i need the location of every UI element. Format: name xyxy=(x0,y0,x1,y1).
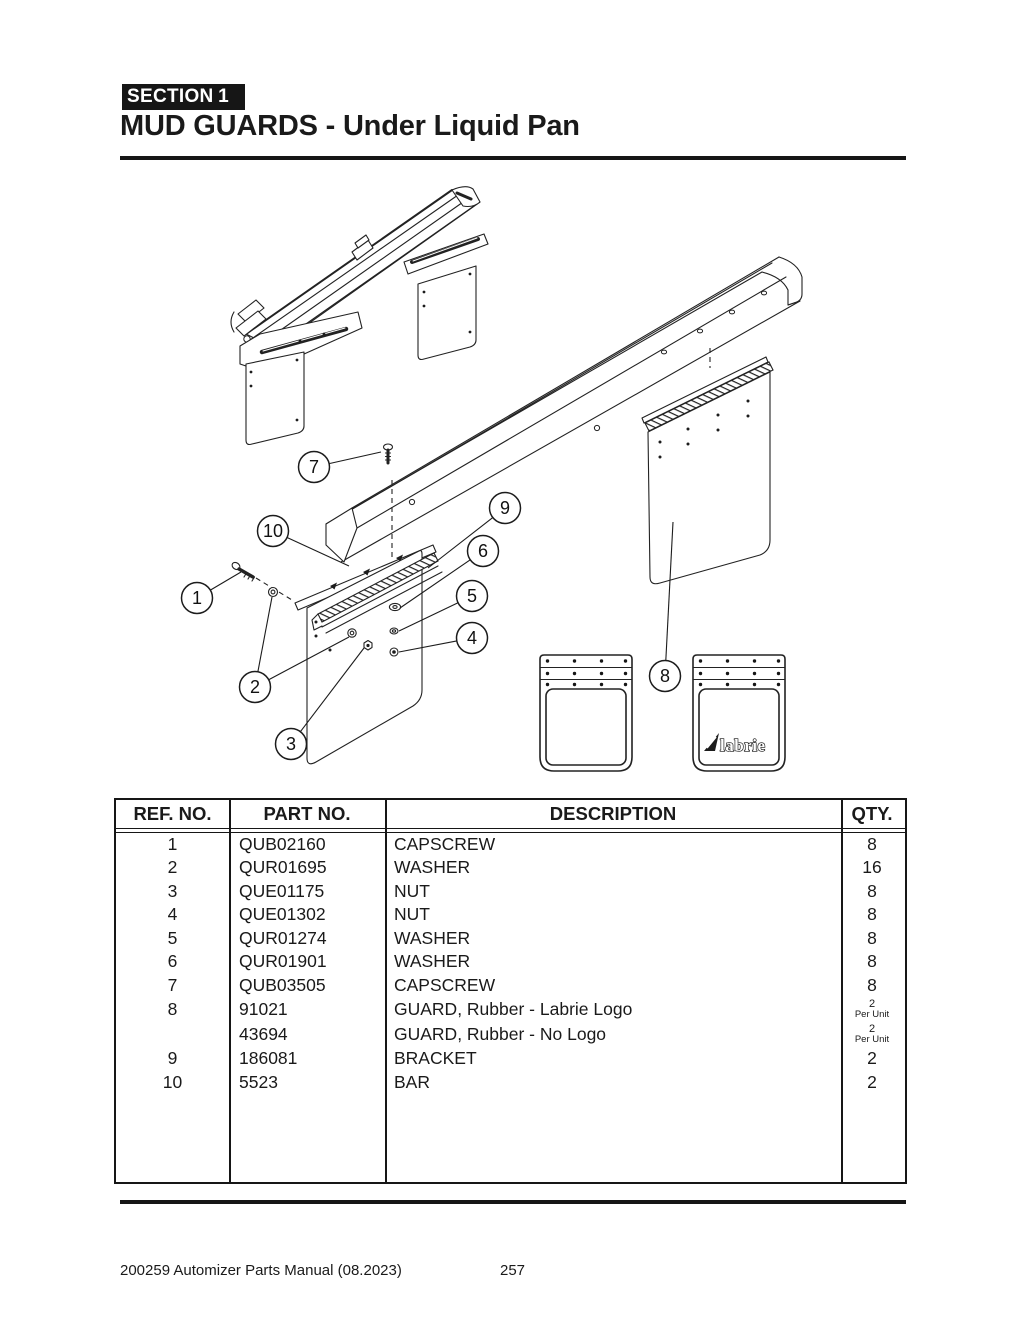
labrie-logo-text: labrie xyxy=(720,736,766,755)
cell-part-no: QUB02160 xyxy=(239,833,326,854)
washer-2a-drawing xyxy=(269,588,278,597)
header-qty: QTY. xyxy=(851,803,893,824)
table-row xyxy=(116,927,905,951)
column-divider xyxy=(385,800,387,1182)
header-description: DESCRIPTION xyxy=(549,803,677,824)
table-row xyxy=(116,1071,905,1095)
cell-part-no: QUE01302 xyxy=(239,904,326,925)
guard-bolt-hole xyxy=(726,672,729,675)
right-flap-drawing xyxy=(642,348,773,584)
cell-description: BAR xyxy=(394,1071,430,1092)
guard-bolt-hole xyxy=(600,683,603,686)
table-row xyxy=(116,1047,905,1071)
guard-bolt-hole xyxy=(753,683,756,686)
guard-bolt-hole xyxy=(699,683,702,686)
guard-bolt-hole xyxy=(624,683,627,686)
cell-qty: 2 xyxy=(867,1048,877,1069)
cell-part-no: 186081 xyxy=(239,1048,298,1069)
guard-bolt-hole xyxy=(777,672,780,675)
cell-description: NUT xyxy=(394,880,430,901)
cell-description: CAPSCREW xyxy=(394,974,496,995)
cell-part-no: QUB03505 xyxy=(239,974,326,995)
cell-part-no: 5523 xyxy=(239,1071,278,1092)
cell-ref-no: 6 xyxy=(167,951,178,972)
washer-2b-drawing xyxy=(348,629,356,637)
cell-qty: 8 xyxy=(867,974,877,995)
guard-bolt-hole xyxy=(699,672,702,675)
table-row xyxy=(116,880,905,904)
callout-leader-2 xyxy=(258,597,272,672)
table-header-row xyxy=(116,800,905,829)
guard-labrie-logo-drawing xyxy=(693,655,785,771)
callout-number-4: 4 xyxy=(466,628,478,649)
guard-bolt-hole xyxy=(726,659,729,662)
cell-qty: 2 Per Unit xyxy=(854,998,890,1020)
cell-ref-no: 2 xyxy=(167,857,178,878)
cell-part-no: QUR01901 xyxy=(239,951,327,972)
cell-description: BRACKET xyxy=(394,1048,477,1069)
cell-ref-no: 7 xyxy=(167,974,178,995)
guard-bolt-hole xyxy=(573,683,576,686)
installed-assembly-drawing xyxy=(231,187,488,445)
table-row xyxy=(116,903,905,927)
cell-qty: 8 xyxy=(867,951,877,972)
table-row xyxy=(116,833,905,857)
guard-bolt-hole xyxy=(726,683,729,686)
guard-bolt-hole xyxy=(699,659,702,662)
guard-bolt-hole xyxy=(573,659,576,662)
exploded-flap-assembly-drawing xyxy=(231,444,442,764)
callout-number-5: 5 xyxy=(466,586,478,607)
cell-qty: 8 xyxy=(867,833,877,854)
callout-leader-1 xyxy=(210,572,241,590)
cell-ref-no: 9 xyxy=(167,1048,178,1069)
callout-number-9: 9 xyxy=(499,498,511,519)
callout-number-6: 6 xyxy=(477,541,489,562)
washer-5-drawing xyxy=(390,628,398,634)
table-row xyxy=(116,950,905,974)
guard-bolt-hole xyxy=(546,683,549,686)
guard-bolt-hole xyxy=(777,683,780,686)
cell-qty: 2 Per Unit xyxy=(854,1023,890,1045)
callout-number-2: 2 xyxy=(249,677,261,698)
footer-page-number: 257 xyxy=(500,1262,526,1279)
footer-divider xyxy=(120,1200,906,1204)
callout-number-10: 10 xyxy=(262,521,284,542)
guard-bolt-hole xyxy=(573,672,576,675)
cell-ref-no: 5 xyxy=(167,927,178,948)
cell-ref-no: 10 xyxy=(162,1071,183,1092)
section-number: 1 xyxy=(218,86,229,107)
cell-qty: 16 xyxy=(862,857,882,878)
cell-ref-no: 8 xyxy=(167,999,178,1019)
callout-leader-7 xyxy=(329,452,381,464)
table-row xyxy=(116,1022,905,1047)
cell-description: WASHER xyxy=(394,857,471,878)
cell-description: WASHER xyxy=(394,927,471,948)
callout-number-3: 3 xyxy=(285,734,297,755)
guard-bolt-hole xyxy=(546,659,549,662)
cell-qty: 8 xyxy=(867,904,877,925)
cell-qty: 8 xyxy=(867,880,877,901)
column-divider xyxy=(229,800,231,1182)
callout-number-7: 7 xyxy=(308,457,320,478)
page-title: MUD GUARDS - Under Liquid Pan xyxy=(120,110,580,142)
guard-bolt-hole xyxy=(624,659,627,662)
cell-part-no: 91021 xyxy=(239,999,288,1019)
section-badge-label: SECTION xyxy=(127,86,214,107)
cell-part-no: QUE01175 xyxy=(239,880,325,901)
cell-description: WASHER xyxy=(394,951,471,972)
callout-number-8: 8 xyxy=(659,666,671,687)
cell-ref-no: 1 xyxy=(167,833,178,854)
nut-3-drawing xyxy=(364,641,372,651)
guard-bolt-hole xyxy=(753,659,756,662)
capscrew-7-drawing xyxy=(384,444,393,463)
capscrew-1-drawing xyxy=(231,561,255,581)
guard-bolt-hole xyxy=(600,659,603,662)
nut-4-drawing xyxy=(390,648,398,656)
parts-table xyxy=(114,798,907,1184)
footer-manual-info: 200259 Automizer Parts Manual (08.2023) xyxy=(120,1262,402,1279)
cell-part-no: QUR01274 xyxy=(239,927,327,948)
table-row xyxy=(116,856,905,880)
table-row xyxy=(116,997,905,1022)
guard-bolt-hole xyxy=(600,672,603,675)
table-row xyxy=(116,974,905,998)
guard-bolt-hole xyxy=(753,672,756,675)
cell-qty: 2 xyxy=(867,1071,877,1092)
cell-ref-no: 4 xyxy=(167,904,178,925)
cell-description: GUARD, Rubber - No Logo xyxy=(394,1024,607,1044)
guard-no-logo-drawing xyxy=(540,655,632,771)
cell-part-no: 43694 xyxy=(239,1024,288,1044)
cell-description: GUARD, Rubber - Labrie Logo xyxy=(394,999,633,1019)
guard-bolt-hole xyxy=(546,672,549,675)
callout-number-1: 1 xyxy=(191,588,203,609)
table-rows xyxy=(116,833,905,1095)
cell-qty: 8 xyxy=(867,927,877,948)
header-ref-no: REF. NO. xyxy=(133,803,212,824)
guard-bolt-hole xyxy=(624,672,627,675)
guard-bolt-hole xyxy=(777,659,780,662)
washer-6-drawing xyxy=(389,603,400,610)
column-divider xyxy=(841,800,843,1182)
cell-part-no: QUR01695 xyxy=(239,857,327,878)
cell-ref-no: 3 xyxy=(167,880,178,901)
cell-description: CAPSCREW xyxy=(394,833,496,854)
header-part-no: PART NO. xyxy=(263,803,351,824)
cell-description: NUT xyxy=(394,904,430,925)
